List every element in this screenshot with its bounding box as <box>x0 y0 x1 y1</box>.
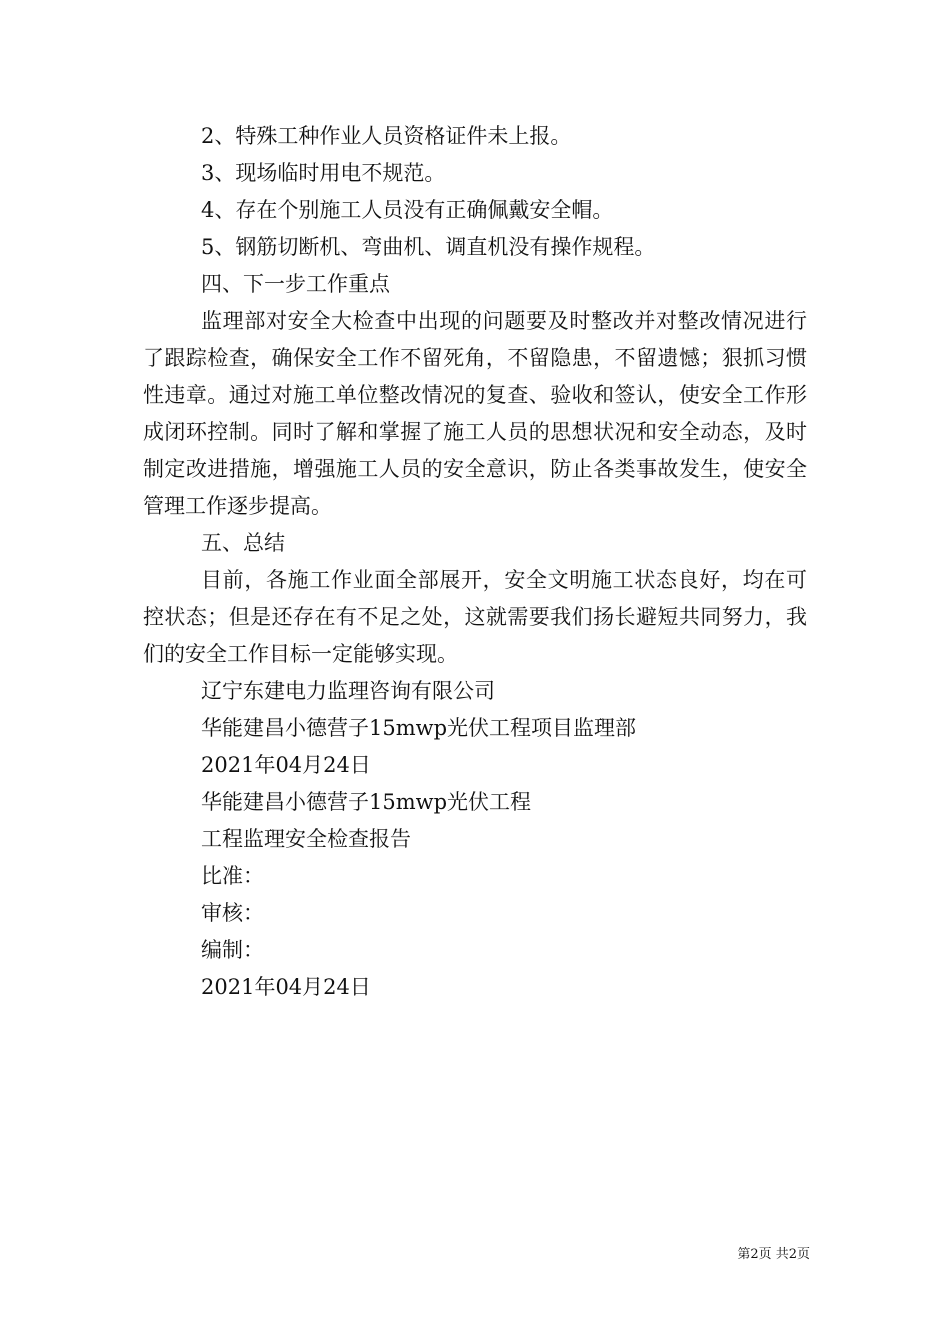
section-heading: 五、总结 <box>201 531 285 555</box>
project-name: 华能建昌小德营子15mwp光伏工程 <box>201 790 532 814</box>
report-title: 工程监理安全检查报告 <box>201 827 411 851</box>
list-item: 5、钢筋切断机、弯曲机、调直机没有操作规程。 <box>201 235 656 259</box>
date: 2021年04月24日 <box>201 753 371 777</box>
section-paragraph: 目前，各施工作业面全部展开，安全文明施工状态良好，均在可控状态；但是还存在有不足之处，这就需要我们扬长避短共同努力，我们的安全工作目标一定能够实现。 <box>143 568 807 666</box>
list-item: 3、现场临时用电不规范。 <box>201 161 446 185</box>
department-name: 华能建昌小德营子15mwp光伏工程项目监理部 <box>201 716 637 740</box>
compile-label: 编制： <box>201 938 264 962</box>
list-item: 4、存在个别施工人员没有正确佩戴安全帽。 <box>201 198 614 222</box>
date: 2021年04月24日 <box>201 975 371 999</box>
document-body <box>143 118 807 1006</box>
section-heading: 四、下一步工作重点 <box>201 272 390 296</box>
approve-label: 比准： <box>201 864 264 888</box>
list-item: 2、特殊工种作业人员资格证件未上报。 <box>201 124 572 148</box>
page-number: 第2页 共2页 <box>737 1247 810 1262</box>
review-label: 审核： <box>201 901 264 925</box>
company-name: 辽宁东建电力监理咨询有限公司 <box>201 679 495 703</box>
section-paragraph: 监理部对安全大检查中出现的问题要及时整改并对整改情况进行了跟踪检查，确保安全工作不留死角，不留隐患，不留遗憾；狠抓习惯性违章。通过对施工单位整改情况的复查、验收和签认，使安全工作形成闭环控制。同时了解和掌握了施工人员的思想状况和安全动态，及时制定改进措施，增强施工人员的安全意识，防止各类事故发生，使安全管理工作逐步提高。 <box>143 309 807 518</box>
